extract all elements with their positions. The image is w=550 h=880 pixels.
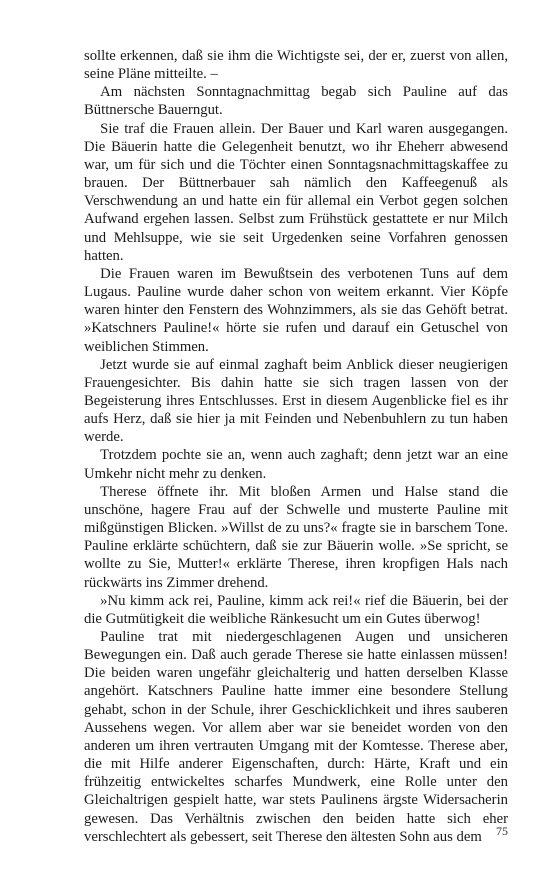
paragraph-7: Therese öffnete ihr. Mit bloßen Armen und Halse stand die unschöne, hagere Frau auf der Schwelle und musterte Pauline mit mißgünstigen Blicken. »Willst de zu uns?« fragte sie in barschem Tone. Pauline erklärte schüchtern, daß sie zur Bäuerin wolle. »Se spricht, se wollte zu Sie, Mutter!« erklärte Therese, ihren kropfigen Hals nach rückwärts ins Zimmer drehend. — [84, 483, 508, 591]
body-text — [84, 47, 508, 846]
paragraph-4: Die Frauen waren im Bewußtsein des verbotenen Tuns auf dem Lugaus. Pauline wurde daher schon von weitem erkannt. Vier Köpfe waren hinter den Fenstern des Wohnzimmers, als sie das Gehöft betrat. »Katschners Pauline!« hörte sie rufen und darauf ein Getuschel von weiblichen Stimmen. — [84, 265, 508, 355]
page-number: 75 — [496, 824, 508, 838]
paragraph-5: Jetzt wurde sie auf einmal zaghaft beim Anblick dieser neugierigen Frauengesichter. Bis dahin hatte sie sich tragen lassen von der Begeisterung ihres Entschlusses. Erst in diesem Augenblicke fiel es ihr aufs Herz, daß sie hier ja mit Feinden und Nebenbuhlern zu tun haben werde. — [84, 356, 508, 446]
paragraph-8: »Nu kimm ack rei, Pauline, kimm ack rei!« rief die Bäuerin, bei der die Gutmütigkeit die weibliche Ränkesucht um ein Gutes überwog! — [84, 592, 508, 627]
paragraph-6: Trotzdem pochte sie an, wenn auch zaghaft; denn jetzt war an eine Umkehr nicht mehr zu denken. — [84, 447, 508, 482]
paragraph-9: Pauline trat mit niedergeschlagenen Augen und unsicheren Bewegungen ein. Daß auch gerade Therese sie hatte einlassen müssen! Die beiden waren ungefähr gleichalterig und hatten derselben Klasse angehört. Katschners Pauline hatte immer eine besondere Stellung gehabt, schon in der Schule, ihrer Geschicklichkeit und ihres sauberen Aussehens wegen. Vor allem aber war sie beneidet worden von den anderen um ihren vertrauten Umgang mit der Komtesse. Therese aber, die mit Hilfe anderer Eigenschaften, durch: Härte, Kraft und ein frühzeitig entwickeltes scharfes Mundwerk, eine Rolle unter den Gleichaltrigen gespielt hatte, war stets Paulinens ärgste Widersacherin gewesen. Das Verhältnis zwischen den beiden hatte sich eher verschlechtert als gebessert, seit Therese den ältesten Sohn aus dem — [84, 629, 508, 845]
paragraph-3: Sie traf die Frauen allein. Der Bauer und Karl waren ausgegangen. Die Bäuerin hatte die Gelegenheit benutzt, wo ihr Eheherr abwesend war, um für sich und die Töchter einen Sonntagsnachmittagskaffee zu brauen. Der Büttnerbauer sah nämlich den Kaffeegenuß als Verschwendung an und hatte ein für allemal ein Verbot gegen solchen Aufwand ergehen lassen. Selbst zum Frühstück gestattete er nur Milch und Mehlsuppe, wie sie seit Urgedenken seine Vorfahren genossen hatten. — [84, 120, 508, 264]
paragraph-1: sollte erkennen, daß sie ihm die Wichtigste sei, der er, zuerst von allen, seine Pläne mitteilte. – — [84, 48, 508, 83]
paragraph-2: Am nächsten Sonntagnachmittag begab sich Pauline auf das Büttnersche Bauerngut. — [84, 84, 508, 119]
